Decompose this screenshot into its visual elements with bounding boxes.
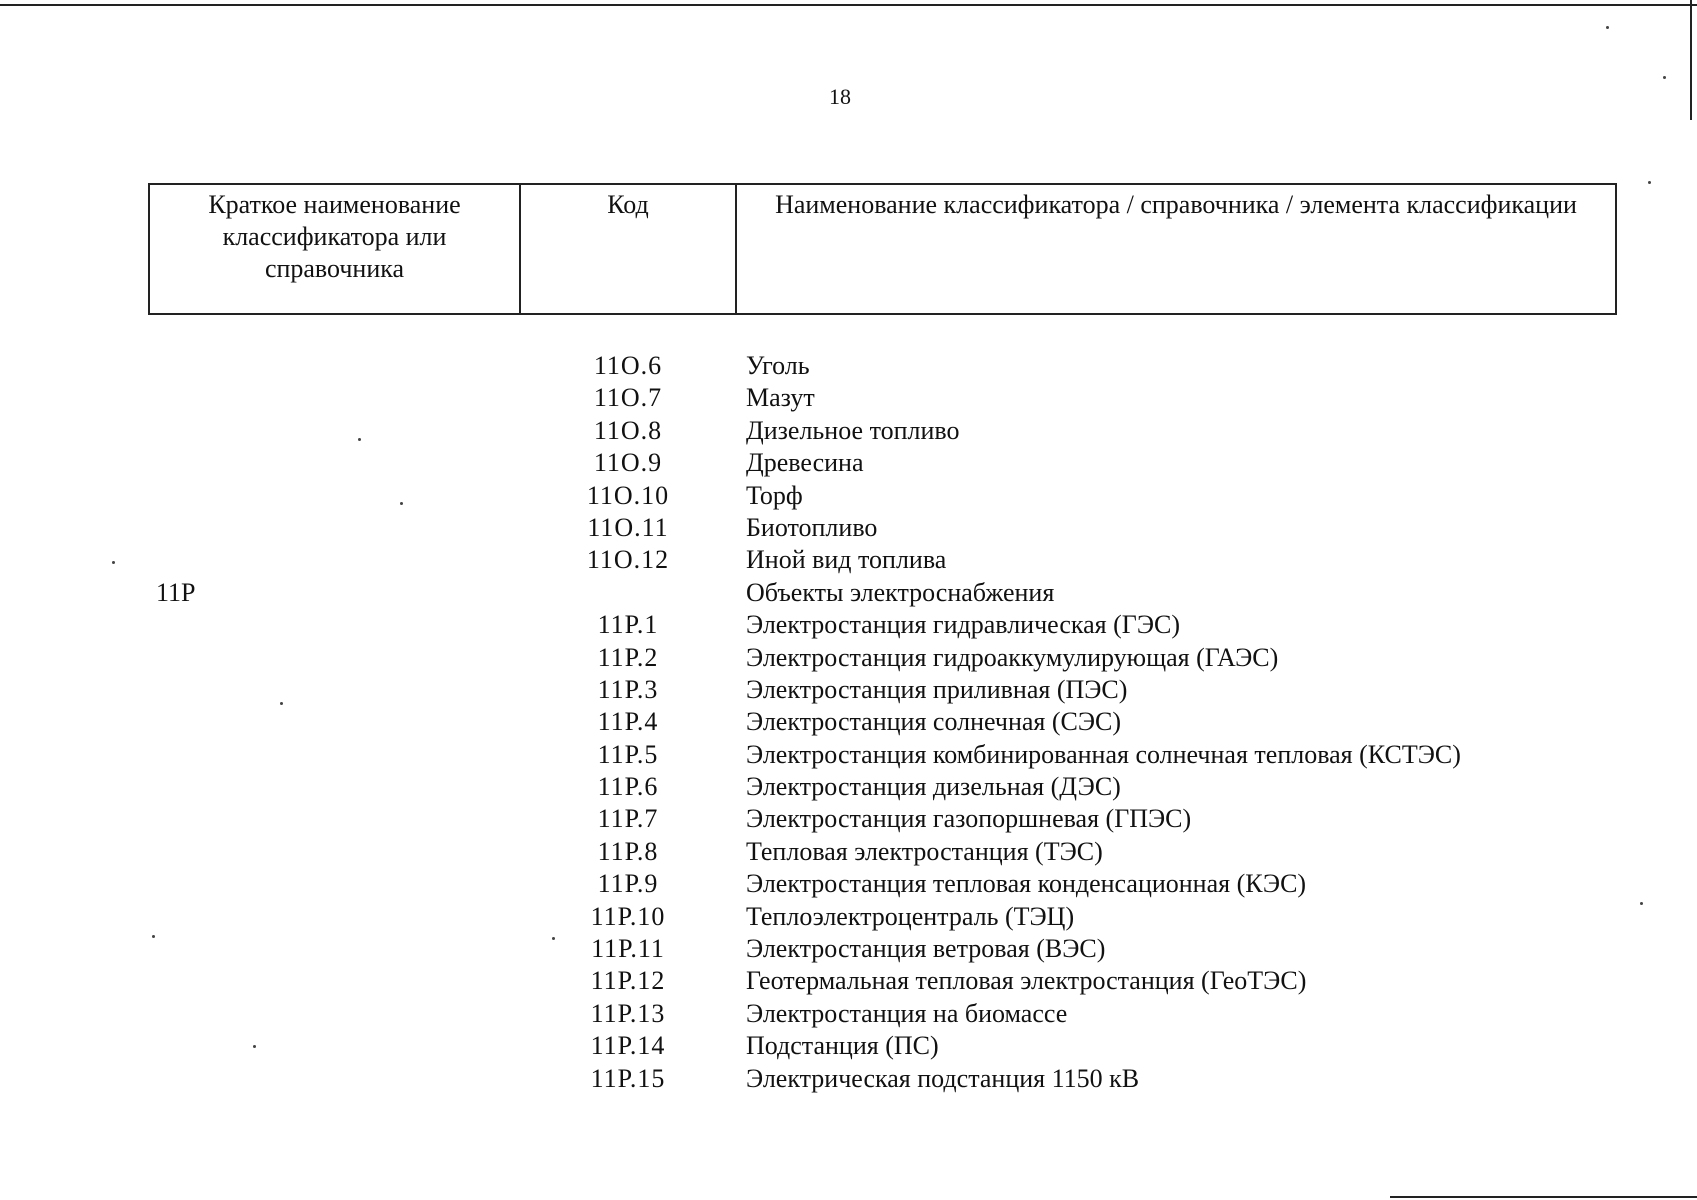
classifier-table-header — [148, 183, 1617, 315]
row-name: Древесина — [746, 448, 864, 478]
row-name: Электростанция на биомассе — [746, 998, 1068, 1028]
header-short-name: Краткое наименование классификатора или справочника — [150, 185, 521, 313]
scan-speck — [1663, 76, 1666, 79]
row-code: 11Р.1 — [597, 610, 659, 640]
table-row — [0, 577, 1697, 609]
table-row — [0, 965, 1697, 997]
page-number: 18 — [829, 84, 851, 109]
row-code: 11О.9 — [593, 448, 663, 478]
table-row — [0, 803, 1697, 835]
scan-speck — [1606, 26, 1609, 29]
row-code: 11Р.9 — [597, 869, 659, 899]
table-row — [0, 1063, 1697, 1095]
table-row — [0, 642, 1697, 674]
row-name: Геотермальная тепловая электростанция (ГеоТЭС) — [746, 966, 1307, 996]
row-code: 11Р.8 — [597, 836, 659, 866]
table-row — [0, 1030, 1697, 1062]
table-row — [0, 836, 1697, 868]
row-name: Подстанция (ПС) — [746, 1031, 939, 1061]
row-name: Уголь — [746, 351, 810, 380]
table-row — [0, 706, 1697, 738]
row-name: Электростанция гидроаккумулирующая (ГАЭС) — [746, 642, 1279, 672]
row-code: 11Р.13 — [590, 998, 666, 1028]
row-code: 11Р.4 — [597, 707, 659, 737]
table-row — [0, 382, 1697, 414]
row-code: 11Р.14 — [590, 1031, 666, 1061]
row-name: Электростанция гидравлическая (ГЭС) — [746, 610, 1180, 640]
scan-border-right — [1690, 0, 1692, 120]
row-name: Объекты электроснабжения — [746, 577, 1055, 607]
row-code: 11О.7 — [593, 383, 663, 413]
row-code: 11Р.6 — [597, 772, 659, 802]
table-row — [0, 609, 1697, 641]
table-row — [0, 415, 1697, 447]
row-name: Теплоэлектроцентраль (ТЭЦ) — [746, 901, 1075, 931]
row-name: Электростанция приливная (ПЭС) — [746, 674, 1128, 704]
row-code: 11Р.2 — [597, 642, 659, 672]
row-code: 11О.11 — [587, 512, 669, 542]
table-row — [0, 674, 1697, 706]
row-code: 11О.8 — [593, 415, 663, 445]
row-name: Электростанция дизельная (ДЭС) — [746, 772, 1121, 802]
table-row — [0, 544, 1697, 576]
table-row — [0, 739, 1697, 771]
table-row — [0, 350, 1697, 382]
row-code: 11О.6 — [593, 351, 663, 380]
row-code: 11Р.3 — [597, 674, 659, 704]
row-code: 11Р.15 — [590, 1063, 666, 1093]
row-name: Электростанция тепловая конденсационная (КЭС) — [746, 869, 1307, 899]
table-row — [0, 998, 1697, 1030]
row-name: Торф — [746, 480, 803, 510]
row-code: 11О.12 — [586, 545, 670, 575]
row-code: 11Р.10 — [590, 901, 666, 931]
row-name: Электростанция газопоршневая (ГПЭС) — [746, 804, 1192, 834]
row-name: Биотопливо — [746, 512, 878, 542]
row-code: 11Р.5 — [597, 739, 659, 769]
row-code: 11О.10 — [586, 480, 670, 510]
table-row — [0, 868, 1697, 900]
row-name: Иной вид топлива — [746, 545, 947, 575]
row-name: Тепловая электростанция (ТЭС) — [746, 836, 1103, 866]
row-name: Мазут — [746, 383, 815, 413]
row-short-name: 11Р — [156, 577, 196, 607]
row-name: Электростанция комбинированная солнечная тепловая (КСТЭС) — [746, 739, 1461, 769]
table-row — [0, 447, 1697, 479]
scan-speck — [1648, 181, 1651, 184]
table-row — [0, 771, 1697, 803]
header-code: Код — [521, 185, 737, 313]
row-name: Электростанция ветровая (ВЭС) — [746, 934, 1106, 964]
header-full-name: Наименование классификатора / справочника / элемента классификации — [775, 190, 1577, 219]
classifier-rows — [0, 350, 1697, 1095]
row-name: Электростанция солнечная (СЭС) — [746, 707, 1122, 737]
table-row — [0, 512, 1697, 544]
table-row — [0, 480, 1697, 512]
scan-border-bottom — [1390, 1196, 1697, 1198]
row-name: Электрическая подстанция 1150 кВ — [746, 1063, 1140, 1093]
row-code: 11Р.12 — [590, 966, 666, 996]
row-code: 11Р.7 — [597, 804, 659, 834]
table-row — [0, 933, 1697, 965]
scan-border-top — [0, 4, 1697, 6]
row-code: 11Р.11 — [591, 934, 665, 964]
row-name: Дизельное топливо — [746, 415, 960, 445]
table-row — [0, 901, 1697, 933]
